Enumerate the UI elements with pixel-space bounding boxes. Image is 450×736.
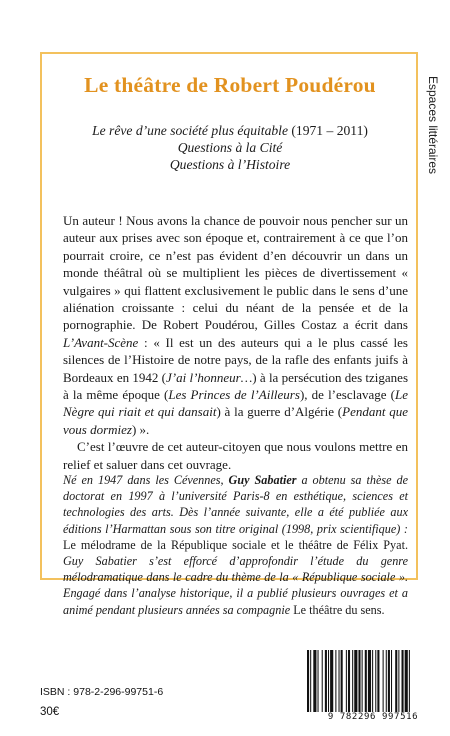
barcode-bar bbox=[409, 650, 410, 712]
barcode-bar bbox=[395, 650, 397, 712]
price: 30€ bbox=[40, 706, 60, 718]
barcode-bar bbox=[318, 650, 319, 712]
description-run: L’Avant-Scène bbox=[63, 334, 139, 350]
barcode-number: 9 782296 997516 bbox=[327, 712, 419, 722]
description-paragraph-2: C’est l’œuvre de cet auteur-citoyen que nous voulons mettre en relief et saluer dans cet ouvrage. bbox=[63, 439, 408, 472]
barcode-bar bbox=[372, 650, 373, 712]
barcode-bar bbox=[402, 650, 404, 712]
description-run: Pendant que vous dormiez bbox=[63, 404, 408, 437]
description bbox=[63, 212, 408, 473]
bio-run: Né en 1947 dans les Cévennes, bbox=[63, 473, 229, 487]
barcode-bar bbox=[348, 650, 350, 712]
subtitle-line-3: Questions à l’Histoire bbox=[169, 157, 291, 172]
description-run: J’ai l’honneur… bbox=[165, 369, 253, 385]
barcode-bar bbox=[358, 650, 360, 712]
barcode-bar bbox=[383, 650, 384, 712]
bio-run: Guy Sabatier s’est efforcé d’approfondir l’étude du genre mélodramatique dans le cadre du thème de la « République sociale ». Engagé dans l’analyse historique, il a publié plusieurs ouvrages et a animé pendant plusieurs années sa compagnie bbox=[63, 554, 408, 617]
description-run: Un auteur ! Nous avons la chance de pouvoir nous pencher sur un auteur aux prises avec son époque et, contrairement à ce que l’on pourrait croire, ce n’est pas évident d’en découvrir un dans un monde théâtral où se multiplient les pièces de divertissement « vulgaires » qui flattent exclusivement le public dans le sens d’une aliénation croissante : celui du néant de la pensée et de la pornographie. De Robert Poudérou, Gilles Costaz a écrit dans bbox=[63, 213, 408, 333]
author-bio bbox=[63, 472, 408, 618]
description-run: ), de l’esclavage ( bbox=[299, 387, 395, 403]
barcode bbox=[303, 650, 443, 712]
subtitle-line-1: Le rêve d’une société plus équitable (1971 – 2011) bbox=[92, 123, 368, 138]
series-label: Espaces littéraires bbox=[426, 75, 440, 175]
subtitles bbox=[52, 122, 408, 173]
book-title: Le théâtre de Robert Poudérou bbox=[84, 73, 376, 97]
barcode-bar bbox=[325, 650, 327, 712]
barcode-bar bbox=[307, 650, 309, 712]
bio-run: Le mélodrame de la République sociale et le théâtre de Félix Pyat. bbox=[63, 537, 408, 552]
barcode-bar bbox=[405, 650, 408, 712]
barcode-bar bbox=[398, 650, 399, 712]
barcode-bar bbox=[377, 650, 379, 712]
bio-run: Le théâtre du sens. bbox=[293, 602, 385, 617]
barcode-bar bbox=[341, 650, 343, 712]
description-run: ) à la persécution des tziganes à la même époque ( bbox=[63, 369, 409, 403]
description-run: Les Princes de l’Ailleurs bbox=[168, 387, 300, 403]
description-run: Le Nègre qui riait et qui dansait bbox=[63, 387, 408, 420]
bio-run: a obtenu sa thèse de doctorat en 1997 à l’université Paris-8 en esthétique, sciences et technologies des arts. Dès l’année suivante, elle a été publiée aux éditions l’Harmattan sous son titre original (1998, prix scientifique) : bbox=[63, 473, 408, 536]
description-run: ) à la guerre d’Algérie ( bbox=[216, 404, 343, 420]
barcode-bar bbox=[346, 650, 347, 712]
description-run: ) ». bbox=[131, 421, 150, 437]
barcode-bar bbox=[322, 650, 323, 712]
barcode-bar bbox=[391, 650, 392, 712]
barcode-bar bbox=[365, 650, 367, 712]
subtitle-line-2: Questions à la Cité bbox=[177, 140, 283, 155]
bio-run: Guy Sabatier bbox=[228, 473, 297, 487]
barcode-bar bbox=[368, 650, 371, 712]
barcode-bar bbox=[388, 650, 390, 712]
barcode-bar bbox=[310, 650, 311, 712]
barcode-bar bbox=[339, 650, 340, 712]
barcode-bar bbox=[354, 650, 357, 712]
description-paragraph-1 bbox=[63, 212, 408, 438]
barcode-bar bbox=[352, 650, 353, 712]
barcode-bar bbox=[386, 650, 387, 712]
barcode-bar bbox=[335, 650, 336, 712]
isbn: ISBN : 978-2-296-99751-6 bbox=[40, 686, 164, 698]
description-run: : « Il est un des auteurs qui a le plus cassé les silences de l’Histoire de notre pays, de la rafle des enfants juifs à Bordeaux en 1942 ( bbox=[63, 334, 408, 385]
barcode-bar bbox=[313, 650, 316, 712]
barcode-bar bbox=[375, 650, 376, 712]
barcode-bar bbox=[362, 650, 363, 712]
barcode-bar bbox=[330, 650, 333, 712]
author-bio-text bbox=[63, 472, 408, 618]
barcode-bar bbox=[328, 650, 329, 712]
